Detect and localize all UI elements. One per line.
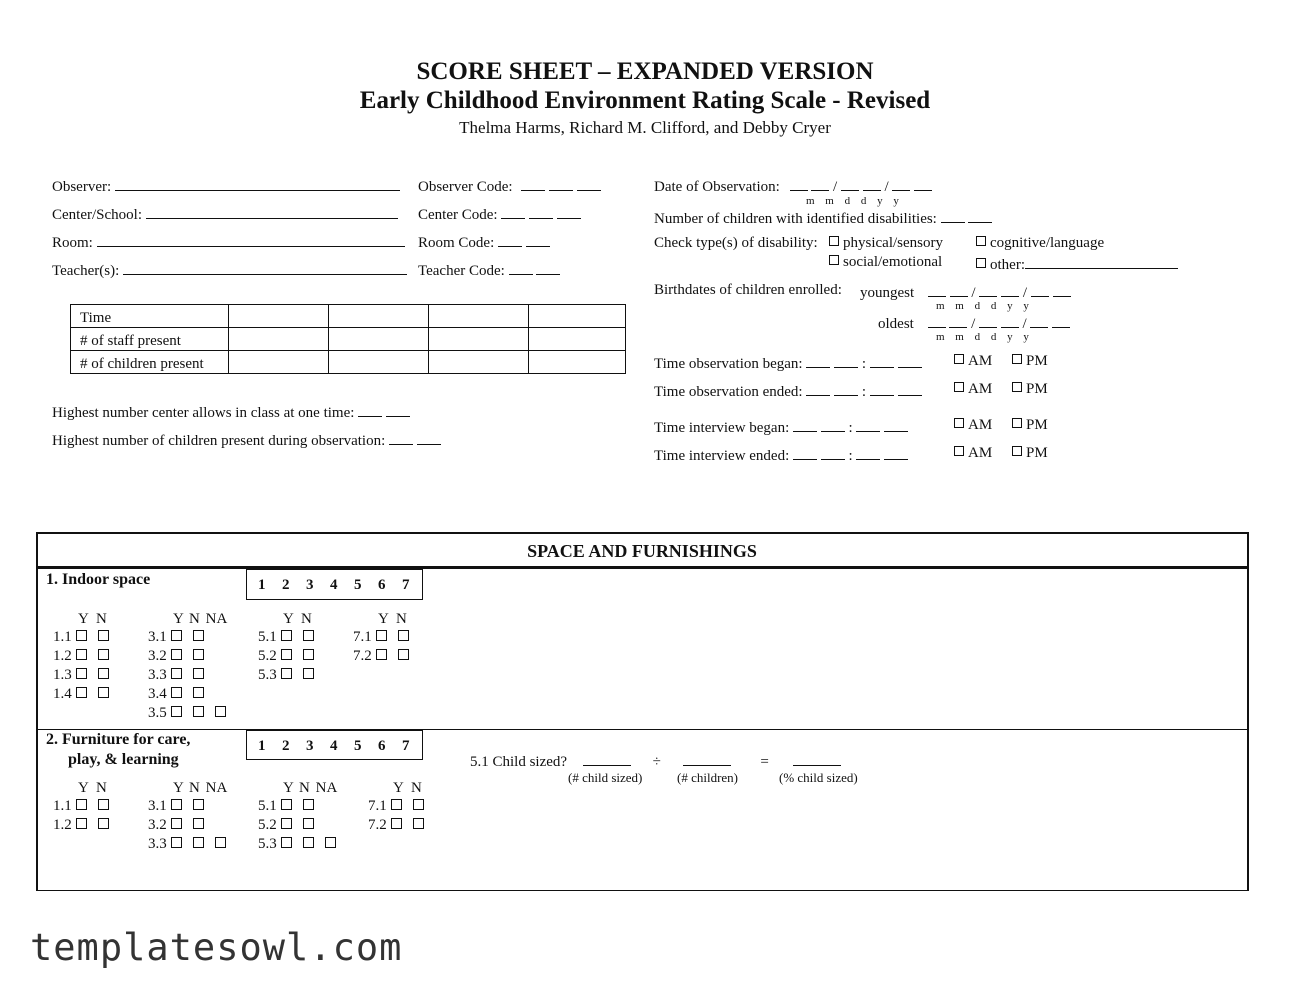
- disability-type-label: Check type(s) of disability:: [654, 235, 818, 251]
- ynna-header: Y N NA: [283, 780, 338, 796]
- item-1-title: 1. Indoor space: [46, 571, 151, 588]
- highest-allowed-field[interactable]: Highest number center allows in class at one time:: [52, 402, 410, 422]
- checkbox-icon: [954, 418, 964, 428]
- indicator-row[interactable]: 7.2: [353, 648, 409, 665]
- calc-sub-label: (# child sized): [568, 770, 643, 785]
- checkbox-icon: [976, 258, 986, 268]
- int-ended-am[interactable]: AM: [954, 445, 992, 462]
- yn-header: Y N: [378, 611, 407, 627]
- yn-header: Y N: [393, 780, 422, 796]
- indicator-row[interactable]: 1.3: [53, 667, 109, 684]
- date-format-hint: m m d d y y: [806, 195, 899, 207]
- indicator-row[interactable]: 3.3: [148, 667, 204, 684]
- indicator-row[interactable]: 5.2: [258, 648, 314, 665]
- disability-option-other[interactable]: other:: [976, 254, 1178, 274]
- center-code-field[interactable]: Center Code:: [418, 204, 581, 224]
- time-table: [70, 304, 626, 374]
- item-2-score-box[interactable]: 1 2 3 4 5 6 7: [246, 730, 423, 760]
- youngest-birthdate-field[interactable]: youngest / /: [860, 282, 1071, 302]
- date-format-hint: m m d d y y: [936, 331, 1029, 343]
- indicator-row[interactable]: 7.1: [368, 798, 424, 815]
- yn-header: Y N: [78, 780, 107, 796]
- item-2-title: 2. Furniture for care,: [46, 731, 191, 748]
- highest-present-field[interactable]: Highest number of children present during observation:: [52, 430, 441, 450]
- observer-field[interactable]: Observer:: [52, 176, 400, 196]
- indicator-row[interactable]: 3.2: [148, 648, 204, 665]
- page-subtitle: Early Childhood Environment Rating Scale - Revised: [359, 87, 931, 114]
- watermark: templatesowl.com: [30, 926, 403, 969]
- calc-sub-label: (# children): [677, 770, 739, 785]
- section-title: SPACE AND FURNISHINGS: [527, 541, 757, 561]
- room-field[interactable]: Room:: [52, 232, 405, 252]
- int-began-field[interactable]: Time interview began: :: [654, 417, 908, 437]
- disability-option-cognitive[interactable]: cognitive/language: [976, 235, 1104, 252]
- indicator-row[interactable]: 1.2: [53, 817, 109, 834]
- indicator-row[interactable]: 3.1: [148, 798, 204, 815]
- indicator-row[interactable]: 3.2: [148, 817, 204, 834]
- date-format-hint: m m d d y y: [936, 300, 1029, 312]
- obs-ended-am[interactable]: AM: [954, 381, 992, 398]
- divider: [36, 566, 1248, 569]
- int-began-pm[interactable]: PM: [1012, 417, 1048, 434]
- calc-sub-label: (% child sized): [779, 770, 858, 785]
- observer-code-field[interactable]: Observer Code:: [418, 176, 601, 196]
- center-field[interactable]: Center/School:: [52, 204, 398, 224]
- checkbox-icon: [976, 236, 986, 246]
- checkbox-icon: [829, 236, 839, 246]
- int-ended-field[interactable]: Time interview ended: :: [654, 445, 908, 465]
- indicator-row[interactable]: 3.3: [148, 836, 226, 853]
- indicator-row[interactable]: 5.1: [258, 629, 314, 646]
- checkbox-icon: [1012, 418, 1022, 428]
- checkbox-icon: [954, 446, 964, 456]
- yn-header: Y N: [78, 611, 107, 627]
- obs-began-pm[interactable]: PM: [1012, 353, 1048, 370]
- date-field[interactable]: Date of Observation: / /: [654, 176, 932, 196]
- ynna-header: Y N NA: [173, 780, 228, 796]
- int-began-am[interactable]: AM: [954, 417, 992, 434]
- obs-ended-pm[interactable]: PM: [1012, 381, 1048, 398]
- disability-option-physical[interactable]: physical/sensory: [829, 235, 943, 252]
- indicator-row[interactable]: 5.3: [258, 836, 336, 853]
- indicator-row[interactable]: 1.4: [53, 686, 109, 703]
- checkbox-icon: [1012, 382, 1022, 392]
- child-sized-calc[interactable]: 5.1 Child sized? ÷ =: [470, 751, 841, 771]
- num-disabilities-field[interactable]: Number of children with identified disabilities:: [654, 208, 992, 228]
- indicator-row[interactable]: 1.2: [53, 648, 109, 665]
- checkbox-icon: [1012, 446, 1022, 456]
- item-2-title-line2: play, & learning: [68, 751, 179, 768]
- indicator-row[interactable]: 1.1: [53, 629, 109, 646]
- checkbox-icon: [954, 382, 964, 392]
- birthdates-label: Birthdates of children enrolled:: [654, 282, 842, 298]
- teacher-code-field[interactable]: Teacher Code:: [418, 260, 560, 280]
- authors: Thelma Harms, Richard M. Clifford, and Debby Cryer: [459, 118, 831, 137]
- divider: [36, 729, 1248, 730]
- checkbox-icon: [829, 255, 839, 265]
- int-ended-pm[interactable]: PM: [1012, 445, 1048, 462]
- item-1-score-box[interactable]: 1 2 3 4 5 6 7: [246, 569, 423, 600]
- indicator-row[interactable]: 5.2: [258, 817, 314, 834]
- indicator-row[interactable]: 3.4: [148, 686, 204, 703]
- indicator-row[interactable]: 1.1: [53, 798, 109, 815]
- checkbox-icon: [1012, 354, 1022, 364]
- indicator-row[interactable]: 7.1: [353, 629, 409, 646]
- indicator-row[interactable]: 5.3: [258, 667, 314, 684]
- obs-began-field[interactable]: Time observation began: :: [654, 353, 922, 373]
- indicator-row[interactable]: 5.1: [258, 798, 314, 815]
- yn-header: Y N: [283, 611, 312, 627]
- table-row: # of children present: [71, 351, 626, 374]
- page-title: SCORE SHEET – EXPANDED VERSION: [416, 58, 874, 85]
- teacher-field[interactable]: Teacher(s):: [52, 260, 407, 280]
- disability-option-social[interactable]: social/emotional: [829, 254, 942, 271]
- checkbox-icon: [954, 354, 964, 364]
- indicator-row[interactable]: 3.5: [148, 705, 226, 722]
- table-row: # of staff present: [71, 328, 626, 351]
- obs-ended-field[interactable]: Time observation ended: :: [654, 381, 922, 401]
- oldest-birthdate-field[interactable]: oldest / /: [878, 313, 1070, 333]
- room-code-field[interactable]: Room Code:: [418, 232, 550, 252]
- indicator-row[interactable]: 3.1: [148, 629, 204, 646]
- obs-began-am[interactable]: AM: [954, 353, 992, 370]
- indicator-row[interactable]: 7.2: [368, 817, 424, 834]
- ynna-header: Y N NA: [173, 611, 228, 627]
- table-row: Time: [71, 305, 626, 328]
